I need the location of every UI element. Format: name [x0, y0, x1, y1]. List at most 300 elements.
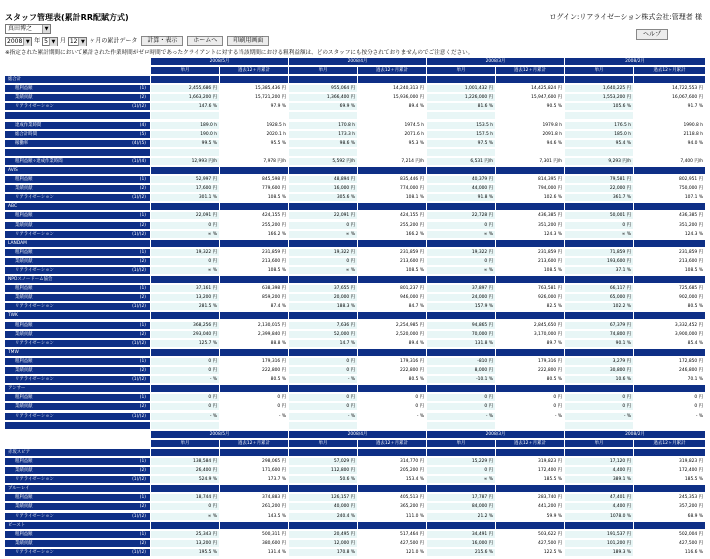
year-select[interactable]: [5, 37, 32, 46]
value-cell: 74,800 円: [565, 331, 634, 338]
row-label-text: 業績貢献: [15, 468, 33, 474]
group-fill: [565, 76, 634, 83]
value-cell: 283,740 円: [496, 494, 565, 501]
value-cell: 44,000 円: [427, 185, 496, 192]
value-cell: 111.0 %: [358, 513, 427, 520]
group-fill: [151, 349, 220, 356]
value-cell: 3,332,452 円: [634, 322, 706, 329]
year-suffix: 年: [34, 37, 41, 45]
value-cell: 52,997 円: [151, 176, 220, 183]
row-index: (4)/(5): [132, 140, 146, 146]
value-cell: 380,600 円: [220, 540, 289, 547]
row-label-text: リアライゼーション: [15, 377, 54, 383]
value-cell: 16,067,600 円: [634, 94, 706, 101]
blank-cell: [427, 112, 496, 119]
value-cell: 108.5 %: [634, 267, 706, 274]
group-fill: [634, 76, 706, 83]
value-cell: 52,000 円: [289, 331, 358, 338]
period-header: 2008/4月: [289, 58, 427, 65]
value-cell: 0 円: [634, 403, 706, 410]
group-fill: [634, 203, 706, 210]
blank-cell: [565, 422, 634, 429]
row-label: [5, 367, 151, 374]
group-fill: [151, 240, 220, 247]
value-cell: 67,379 円: [565, 322, 634, 329]
row-index: (1): [139, 395, 146, 401]
period-header: 2008/3月: [427, 58, 565, 65]
value-cell: 21.2 %: [427, 513, 496, 520]
group-fill: [220, 522, 289, 529]
value-cell: 859,200 円: [220, 294, 289, 301]
value-cell: 185.0 h: [565, 131, 634, 138]
value-cell: 779,600 円: [220, 185, 289, 192]
value-cell: 189.3 %: [565, 549, 634, 556]
value-cell: 293,040 円: [151, 331, 220, 338]
month-select[interactable]: [42, 37, 58, 46]
value-cell: 34,491 円: [427, 531, 496, 538]
sub-header-cumulative: 過去12ヶ月累計: [358, 440, 427, 447]
value-cell: 845,598 円: [220, 176, 289, 183]
value-cell: 48,894 円: [289, 176, 358, 183]
row-label: [5, 476, 151, 483]
blank-cell: [358, 112, 427, 119]
row-label: [5, 249, 151, 256]
group-fill: [565, 167, 634, 174]
row-label-text: リアライゼーション: [15, 268, 54, 273]
blank-cell: [496, 149, 565, 156]
value-cell: 319,823 円: [496, 458, 565, 465]
group-fill: [634, 349, 706, 356]
row-index: (2): [139, 222, 146, 228]
sub-header-month: 単月: [427, 440, 496, 447]
value-cell: 801,237 円: [358, 285, 427, 292]
sub-header-cumulative: 過去12ヶ月累計: [634, 67, 706, 74]
value-cell: 2,455,686 円: [151, 85, 220, 92]
value-cell: ∞ %: [151, 267, 220, 274]
value-cell: 22,091 円: [289, 212, 358, 219]
sub-header-cumulative: 過去12ヶ月累計: [496, 67, 565, 74]
value-cell: 319,823 円: [634, 458, 706, 465]
login-label: ログイン:: [549, 13, 580, 21]
blank-cell: [151, 422, 220, 429]
value-cell: 0 円: [358, 403, 427, 410]
group-fill: [289, 203, 358, 210]
value-cell: 1974.5 h: [358, 122, 427, 129]
value-cell: 131.8 %: [427, 340, 496, 347]
value-cell: 1,001,432 円: [427, 85, 496, 92]
value-cell: 87.4 %: [220, 303, 289, 310]
row-label-text: リアライゼーション: [15, 231, 54, 237]
group-fill: [151, 485, 220, 492]
value-cell: 94.0 %: [634, 140, 706, 147]
row-index: (5): [139, 131, 146, 137]
value-cell: 0 円: [427, 258, 496, 265]
value-cell: 37.1 %: [565, 267, 634, 274]
value-cell: 99.5 %: [151, 140, 220, 147]
value-cell: 725,685 円: [634, 285, 706, 292]
home-button[interactable]: ホームへ: [187, 36, 223, 46]
value-cell: 955,064 円: [289, 85, 358, 92]
value-cell: 17,120 円: [565, 458, 634, 465]
row-label: [5, 85, 151, 92]
staff-table: [5, 58, 706, 558]
value-cell: 7,301 円/h: [496, 158, 565, 165]
sub-header-cumulative: 過去12ヶ月累計: [358, 67, 427, 74]
row-label: [5, 467, 151, 474]
value-cell: 298,065 円: [220, 458, 289, 465]
value-cell: 0 円: [634, 394, 706, 401]
group-fill: [358, 449, 427, 456]
chevron-down-icon: ▼: [23, 38, 31, 46]
group-fill: [151, 449, 220, 456]
value-cell: ∞ %: [427, 476, 496, 483]
group-fill: [358, 485, 427, 492]
group-fill: [358, 203, 427, 210]
value-cell: 427,500 円: [634, 540, 706, 547]
value-cell: 0 円: [151, 403, 220, 410]
row-label-text: 業績貢献: [15, 368, 33, 374]
value-cell: 424,155 円: [220, 212, 289, 219]
row-label: [5, 531, 151, 538]
value-cell: 116.6 %: [634, 549, 706, 556]
value-cell: 71,859 円: [565, 249, 634, 256]
value-cell: 0 円: [289, 258, 358, 265]
value-cell: 1,663,200 円: [151, 94, 220, 101]
row-label-text: 業績貢献: [15, 295, 33, 301]
value-cell: 179,316 円: [220, 358, 289, 365]
print-button[interactable]: 印刷用画面: [227, 36, 269, 46]
value-cell: 524.9 %: [151, 476, 220, 483]
value-cell: 172,400 円: [496, 467, 565, 474]
value-cell: 68.9 %: [634, 513, 706, 520]
row-label: [5, 231, 151, 238]
group-fill: [289, 312, 358, 319]
group-fill: [427, 240, 496, 247]
row-index: (1)/(2): [132, 195, 146, 201]
row-label-text: リアライゼーション: [15, 195, 54, 201]
value-cell: 22,000 円: [565, 185, 634, 192]
value-cell: - %: [634, 413, 706, 420]
value-cell: 368,256 円: [151, 322, 220, 329]
row-label-text: 業績貢献: [15, 258, 33, 264]
group-fill: [289, 240, 358, 247]
row-label-text: リアライゼーション: [15, 304, 54, 310]
row-label: [5, 122, 151, 129]
blank-cell: [220, 149, 289, 156]
value-cell: 37,655 円: [289, 285, 358, 292]
group-fill: [565, 522, 634, 529]
value-cell: ∞ %: [427, 231, 496, 238]
group-fill: [289, 449, 358, 456]
value-cell: 126,157 円: [289, 494, 358, 501]
value-cell: 88.8 %: [220, 340, 289, 347]
value-cell: 774,000 円: [358, 185, 427, 192]
row-index: (1): [139, 495, 146, 501]
value-cell: 37,897 円: [427, 285, 496, 292]
value-cell: 305.6 %: [289, 194, 358, 201]
value-cell: 95.4 %: [565, 140, 634, 147]
sub-header-month: 単月: [427, 67, 496, 74]
value-cell: 188.3 %: [289, 303, 358, 310]
value-cell: 80.5 %: [220, 376, 289, 383]
value-cell: 166.2 %: [358, 231, 427, 238]
blank-label: [5, 422, 151, 429]
value-cell: 814,395 円: [496, 176, 565, 183]
value-cell: 794,000 円: [496, 185, 565, 192]
value-cell: 66,117 円: [565, 285, 634, 292]
value-cell: 6,531 円/h: [427, 158, 496, 165]
row-label-text: 粗利益額: [15, 495, 33, 501]
row-label-text: 粗利益額: [15, 86, 33, 92]
value-cell: ∞ %: [151, 231, 220, 238]
value-cell: 1,640,225 円: [565, 85, 634, 92]
value-cell: 389.1 %: [565, 476, 634, 483]
chevron-down-icon: ▼: [49, 38, 57, 46]
row-index: (1): [139, 177, 146, 183]
value-cell: 22,728 円: [427, 212, 496, 219]
header-spacer: [5, 431, 151, 438]
row-label: [5, 285, 151, 292]
group-fill: [427, 76, 496, 83]
row-label-text: 業績貢献: [15, 404, 33, 410]
value-cell: 157.9 %: [427, 303, 496, 310]
row-label-text: 達成作業時間: [15, 122, 42, 128]
value-cell: 22,091 円: [151, 212, 220, 219]
row-index: (2): [139, 331, 146, 337]
value-cell: 0 円: [151, 367, 220, 374]
value-cell: 1078.0 %: [565, 513, 634, 520]
group-label: ビースト: [5, 522, 151, 529]
row-label: [5, 185, 151, 192]
value-cell: 0 円: [358, 394, 427, 401]
value-cell: 0 円: [496, 394, 565, 401]
value-cell: 125.7 %: [151, 340, 220, 347]
value-cell: 84.7 %: [358, 303, 427, 310]
value-cell: 0 円: [427, 467, 496, 474]
group-label: LANDAM: [5, 240, 151, 247]
page-title: スタッフ管理表(累計RR配賦方式): [5, 13, 129, 22]
blank-cell: [496, 422, 565, 429]
value-cell: 50.6 %: [289, 476, 358, 483]
row-index: (1)/(2): [132, 549, 146, 555]
value-cell: 1928.5 h: [220, 122, 289, 129]
value-cell: 750,000 円: [634, 185, 706, 192]
row-label-text: 粗利益額: [15, 177, 33, 183]
row-label: [5, 494, 151, 501]
value-cell: 503,622 円: [496, 531, 565, 538]
help-button[interactable]: ヘルプ: [636, 29, 668, 40]
staff-select[interactable]: [5, 24, 51, 34]
value-cell: 802,951 円: [634, 176, 706, 183]
value-cell: 231,859 円: [220, 249, 289, 256]
value-cell: 191,537 円: [565, 531, 634, 538]
row-index: (4): [139, 122, 146, 128]
row-label: [5, 267, 151, 274]
value-cell: 143.5 %: [220, 513, 289, 520]
row-index: (2): [139, 186, 146, 192]
row-index: (2): [139, 468, 146, 474]
group-fill: [220, 349, 289, 356]
group-fill: [496, 485, 565, 492]
group-fill: [358, 312, 427, 319]
value-cell: 926,000 円: [496, 294, 565, 301]
value-cell: 835,446 円: [358, 176, 427, 183]
group-fill: [358, 349, 427, 356]
row-index: (1)/(4): [132, 158, 146, 164]
value-cell: 17,600 円: [151, 185, 220, 192]
group-fill: [358, 76, 427, 83]
value-cell: 153.5 h: [427, 122, 496, 129]
group-fill: [289, 385, 358, 392]
value-cell: 172,850 円: [634, 358, 706, 365]
row-label-text: リアライゼーション: [15, 413, 54, 419]
value-cell: 170.8 h: [289, 122, 358, 129]
blank-cell: [634, 112, 706, 119]
period-header: 2008/2月: [565, 431, 706, 438]
group-fill: [634, 276, 706, 283]
value-cell: 94,865 円: [427, 322, 496, 329]
row-label: [5, 212, 151, 219]
value-cell: 14,240,313 円: [358, 85, 427, 92]
row-index: (2): [139, 258, 146, 264]
value-cell: 26,400 円: [151, 467, 220, 474]
value-cell: 102.2 %: [565, 303, 634, 310]
blank-cell: [289, 112, 358, 119]
blank-cell: [220, 422, 289, 429]
value-cell: 222,800 円: [496, 367, 565, 374]
value-cell: 97.5 %: [427, 140, 496, 147]
value-cell: 102.6 %: [496, 194, 565, 201]
value-cell: 89.7 %: [496, 340, 565, 347]
blank-cell: [151, 112, 220, 119]
group-fill: [289, 485, 358, 492]
value-cell: 1990.8 h: [634, 122, 706, 129]
group-fill: [565, 485, 634, 492]
value-cell: 427,500 円: [496, 540, 565, 547]
value-cell: 405,513 円: [358, 494, 427, 501]
login-user: リアライゼーション株式会社:管理者 様: [579, 13, 702, 21]
group-fill: [289, 167, 358, 174]
value-cell: 79,581 円: [565, 176, 634, 183]
value-cell: 7,400 円/h: [634, 158, 706, 165]
value-cell: 0 円: [220, 403, 289, 410]
year-select-value: 2008: [7, 37, 23, 45]
value-cell: 0 円: [427, 403, 496, 410]
value-cell: 166.2 %: [220, 231, 289, 238]
value-cell: 0 円: [289, 394, 358, 401]
group-fill: [565, 449, 634, 456]
value-cell: 70.1 %: [634, 376, 706, 383]
group-fill: [289, 522, 358, 529]
row-index: (2): [139, 295, 146, 301]
value-cell: 15,936,000 円: [358, 94, 427, 101]
value-cell: 351,200 円: [634, 222, 706, 229]
row-label-text: 粗利益額: [15, 395, 33, 401]
group-fill: [289, 276, 358, 283]
row-label-text: 業績貢献: [15, 540, 33, 546]
value-cell: 902,000 円: [634, 294, 706, 301]
value-cell: 15,721,200 円: [220, 94, 289, 101]
value-cell: 12,000 円: [289, 540, 358, 547]
value-cell: 91.7 %: [634, 103, 706, 110]
value-cell: 5,592 円/h: [289, 158, 358, 165]
value-cell: 171,600 円: [220, 467, 289, 474]
months-back-select[interactable]: [68, 37, 88, 46]
value-cell: 122.5 %: [496, 549, 565, 556]
value-cell: 3,900,000 円: [634, 331, 706, 338]
value-cell: 40,000 円: [289, 503, 358, 510]
group-fill: [151, 167, 220, 174]
period-controls: [5, 36, 269, 46]
row-index: (1)/(2): [132, 413, 146, 419]
notice-text: ※指定された累計期間において累計された作業時間がゼロ時間であったクライアントに対する当該期間における粗利益額は、どのスタッフにも按分されておりませんのでご注意ください。: [5, 50, 474, 56]
value-cell: 0 円: [151, 503, 220, 510]
row-label-text: リアライゼーション: [15, 477, 54, 483]
sub-header-cumulative: 過去12ヶ月累計: [220, 440, 289, 447]
period-header: 2008/5月: [151, 58, 289, 65]
value-cell: 18,744 円: [151, 494, 220, 501]
value-cell: 0 円: [565, 403, 634, 410]
value-cell: - %: [496, 413, 565, 420]
row-label: [5, 376, 151, 383]
value-cell: 37,161 円: [151, 285, 220, 292]
value-cell: 20,495 円: [289, 531, 358, 538]
group-fill: [634, 522, 706, 529]
group-fill: [565, 312, 634, 319]
sub-header-month: 単月: [151, 440, 220, 447]
value-cell: 357,200 円: [634, 503, 706, 510]
blank-cell: [151, 149, 220, 156]
chevron-down-icon: ▼: [78, 38, 86, 46]
group-fill: [220, 76, 289, 83]
value-cell: 13,200 円: [151, 540, 220, 547]
value-cell: 24,000 円: [427, 294, 496, 301]
value-cell: 9,293 円/h: [565, 158, 634, 165]
group-label: NPOスノードーム協会: [5, 276, 151, 283]
group-fill: [565, 349, 634, 356]
value-cell: 2,845,650 円: [496, 322, 565, 329]
row-label-text: 粗利益額: [15, 358, 33, 364]
row-label-text: 総合計時間: [15, 131, 37, 137]
group-label: アンサー: [5, 385, 151, 392]
value-cell: 2,520,000 円: [358, 331, 427, 338]
group-label: ブルーレイ: [5, 485, 151, 492]
group-fill: [151, 76, 220, 83]
value-cell: 185.5 %: [496, 476, 565, 483]
group-fill: [358, 522, 427, 529]
blank-cell: [427, 422, 496, 429]
calc-button[interactable]: 計算・表示: [141, 36, 183, 46]
value-cell: 500,311 円: [220, 531, 289, 538]
value-cell: 0 円: [427, 394, 496, 401]
value-cell: - %: [289, 413, 358, 420]
row-index: (1): [139, 358, 146, 364]
value-cell: 80.5 %: [496, 376, 565, 383]
value-cell: 231,859 円: [496, 249, 565, 256]
group-fill: [427, 485, 496, 492]
row-label: [5, 94, 151, 101]
value-cell: 424,155 円: [358, 212, 427, 219]
row-index: (2): [139, 504, 146, 510]
value-cell: 3,279 円: [565, 358, 634, 365]
value-cell: 314,770 円: [358, 458, 427, 465]
group-label: 総合計: [5, 76, 151, 83]
row-label-text: 粗利益額: [15, 458, 33, 464]
value-cell: 195.5 %: [151, 549, 220, 556]
value-cell: 65,000 円: [565, 294, 634, 301]
value-cell: 15,385,436 円: [220, 85, 289, 92]
group-fill: [496, 522, 565, 529]
